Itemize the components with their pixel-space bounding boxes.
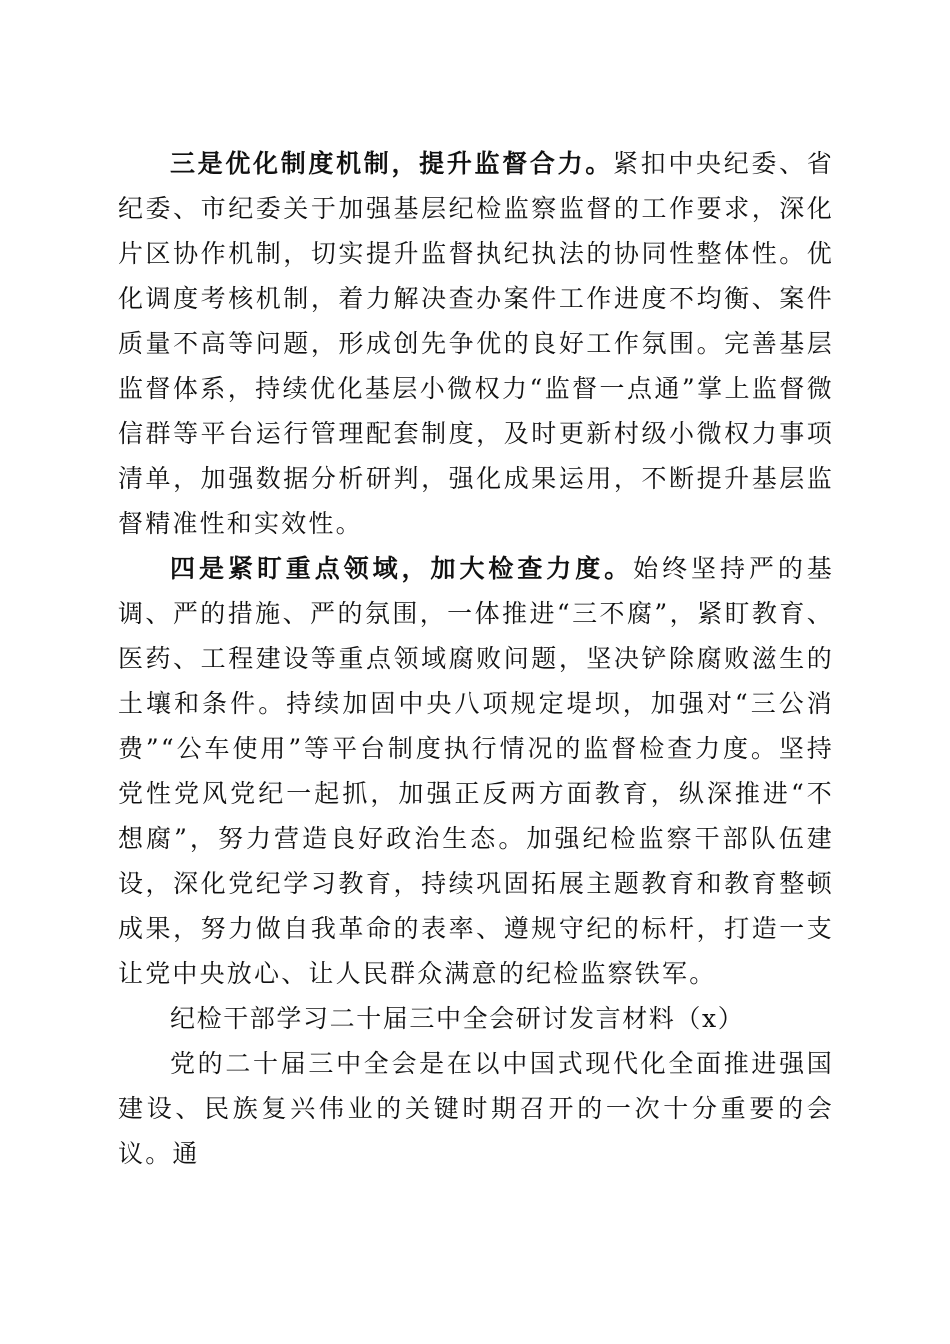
section-title: 纪检干部学习二十届三中全会研讨发言材料（x） [170, 1004, 745, 1033]
paragraph-body: 始终坚持严的基调、严的措施、严的氛围，一体推进“三不腐”，紧盯教育、医药、工程建设等重点领域腐败问题，坚决铲除腐败滋生的土壤和条件。持续加固中央八项规定堤坝，加强对“三公消费”“公车使用”等平台制度执行情况的监督检查力度。坚持党性党风党纪一起抓，加强正反两方面教育，纵深推进“不想腐”，努力营造良好政治生态。加强纪检监察干部队伍建设，深化党纪学习教育，持续巩固拓展主题教育和教育整顿成果，努力做自我革命的表率、遵规守纪的标杆，打造一支让党中央放心、让人民群众满意的纪检监察铁军。 [118, 554, 834, 988]
paragraph-optimize-mechanism [118, 141, 834, 546]
paragraph-lead: 三是优化制度机制，提升监督合力。 [170, 149, 613, 178]
paragraph-lead: 四是紧盯重点领域，加大检查力度。 [170, 554, 634, 583]
paragraph-body: 紧扣中央纪委、省纪委、市纪委关于加强基层纪检监察监督的工作要求，深化片区协作机制，切实提升监督执纪执法的协同性整体性。优化调度考核机制，着力解决查办案件工作进度不均衡、案件质量不高等问题，形成创先争优的良好工作氛围。完善基层监督体系，持续优化基层小微权力“监督一点通”掌上监督微信群等平台运行管理配套制度，及时更新村级小微权力事项清单，加强数据分析研判，强化成果运用，不断提升基层监督精准性和实效性。 [118, 149, 834, 538]
document-page [118, 141, 834, 1176]
paragraph-key-areas [118, 546, 834, 996]
closing-paragraph: 党的二十届三中全会是在以中国式现代化全面推进强国建设、民族复兴伟业的关键时期召开的一次十分重要的会议。通 [118, 1049, 834, 1168]
